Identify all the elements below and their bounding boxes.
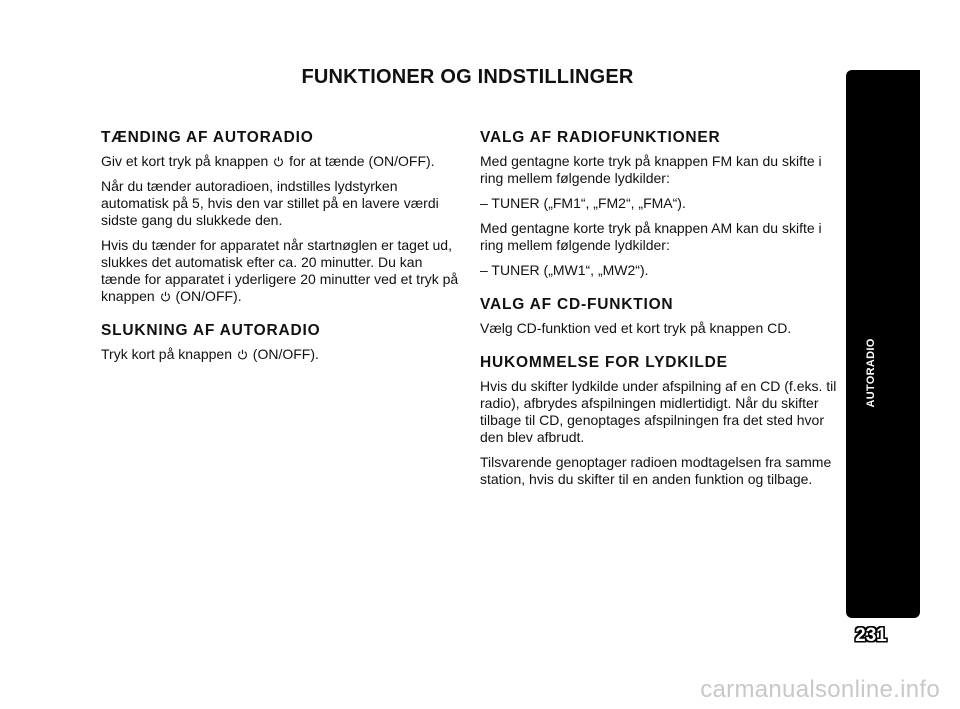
right-column [480, 128, 840, 496]
paragraph: Tilsvarende genoptager radioen modtagelsen fra samme station, hvis du skifter til en anden funktion og tilbage. [480, 454, 832, 487]
paragraph [101, 153, 463, 170]
paragraph: Med gentagne korte tryk på knappen FM kan du skifte i ring mellem følgende lydkilder: [480, 153, 822, 186]
page-number: 231 [855, 625, 887, 646]
power-button-icon [237, 349, 248, 360]
paragraph: Vælg CD-funktion ved et kort tryk på knappen CD. [480, 320, 792, 336]
page-title: FUNKTIONER OG INDSTILLINGER [301, 66, 634, 88]
chapter-side-tab [846, 70, 920, 618]
section-heading-radiofunktioner: VALG AF RADIOFUNKTIONER [480, 129, 721, 146]
text: (ON/OFF). [252, 346, 319, 362]
paragraph: – TUNER („MW1“, „MW2“). [480, 262, 649, 278]
paragraph: Med gentagne korte tryk på knappen AM kan du skifte i ring mellem følgende lydkilder: [480, 220, 822, 253]
left-column [101, 128, 463, 371]
section-heading-tænding: TÆNDING AF AUTORADIO [101, 129, 314, 146]
power-button-icon [160, 291, 171, 302]
text: for at tænde (ON/OFF). [289, 153, 435, 169]
power-button-icon [273, 156, 284, 167]
paragraph [101, 346, 463, 363]
paragraph [101, 237, 463, 305]
paragraph: – TUNER („FM1“, „FM2“, „FMA“). [480, 195, 686, 211]
section-heading-slukning: SLUKNING AF AUTORADIO [101, 322, 321, 339]
paragraph: Når du tænder autoradioen, indstilles lydstyrken automatisk på 5, hvis den var stillet på en lavere værdi sidste gang du slukkede den. [101, 178, 439, 228]
text: Hvis du tænder for apparatet når startnøglen er taget ud, slukkes det automatisk efter ca. 20 minutter. Du kan tænde for apparatet i yderligere 20 minutter ved et tryk på knappen [101, 237, 459, 304]
section-heading-hukommelse: HUKOMMELSE FOR LYDKILDE [480, 354, 728, 371]
chapter-label: AUTORADIO [865, 338, 877, 408]
watermark: carmanualsonline.info [700, 676, 940, 703]
text: Giv et kort tryk på knappen [101, 153, 269, 169]
text: Tryk kort på knappen [101, 346, 232, 362]
paragraph: Hvis du skifter lydkilde under afspilning af en CD (f.eks. til radio), afbrydes afspilningen midlertidigt. Når du skifter tilbage til CD, genoptages afspilningen fra det sted hvor den blev afbrudt. [480, 378, 837, 445]
section-heading-cd-funktion: VALG AF CD-FUNKTION [480, 296, 674, 313]
text: (ON/OFF). [175, 288, 242, 304]
